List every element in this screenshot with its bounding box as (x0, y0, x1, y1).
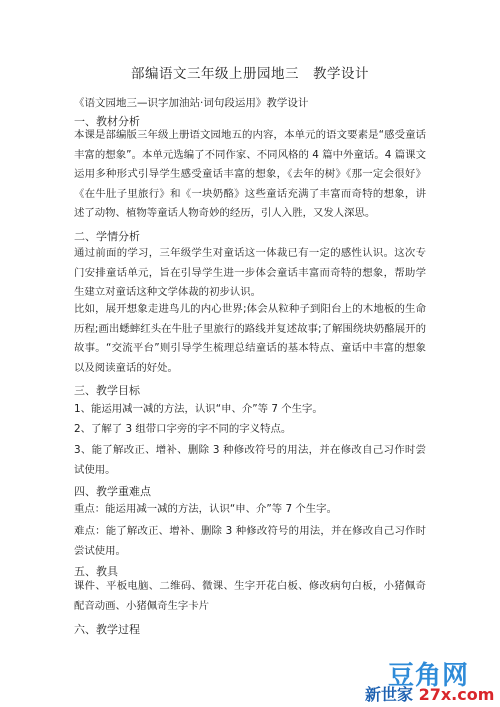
goal-item-3: 3、能了解改正、增补、删除 3 种修改符号的用法，并在修改自己习作时尝试使用。 (74, 444, 426, 476)
goal-item-2: 2、了解了 3 组带口字旁的字不同的字义特点。 (74, 423, 292, 435)
watermark-domain: 27x.com (418, 685, 495, 704)
watermark-site (365, 682, 494, 705)
paragraph-aids: 课件、平板电脑、二维码、微课、生字开花白板、修改病句白板，小猪佩奇配音动画、小猪佩奇生字卡片 (74, 580, 426, 612)
paragraph-students-2: 比如，展开想象走进鸟儿的内心世界;体会从粒种子到阳台上的木地板的生命历程;画出蟋蟀红头在牛肚子里旅行的路线并复述故事;了解围绕块奶酪展开的故事。“交流平台”则引导学生梳理总结童话的基本特点、童话中丰富的想象以及阅读童话的好处。 (74, 303, 426, 374)
section-heading-materials: 一、教材分析 (74, 115, 140, 128)
section-heading-students: 二、学情分析 (74, 230, 140, 243)
goal-item-1: 1、能运用减一减的方法，认识“申、介”等 7 个生字。 (74, 403, 323, 415)
section-heading-keypoints: 四、教学重难点 (74, 485, 151, 498)
keypoint-difficulty: 难点：能了解改正、增补、删除 3 种修改符号的用法，并在修改自己习作时尝试使用。 (74, 525, 426, 557)
section-heading-goals: 三、教学目标 (74, 384, 140, 397)
section-heading-process: 六、教学过程 (74, 623, 140, 636)
paragraph-students-1: 通过前面的学习，三年级学生对童话这一体裁已有一定的感性认识。这次专门安排童话单元，旨在引导学生进一步体会童话丰富而奇特的想象，帮助学生建立对童话这种文学体裁的初步认识。 (74, 247, 426, 298)
keypoint-focus: 重点：能运用减一减的方法，认识“申、介”等 7 个生字。 (74, 503, 337, 515)
section-heading-aids: 五、教具 (74, 565, 118, 578)
watermark-site-name: 新世家 (365, 685, 414, 704)
watermark-logo: 豆角网 (388, 661, 470, 691)
paragraph-materials: 本课是部编版三年级上册语文园地五的内容，本单元的语文要素是“感受童话丰富的想象”。本单元选编了不同作家、不同风格的 4 篇中外童话。4 篇课文运用多种形式引导学生感受童话丰富的想象，《去年的树》《那一定会很好》《在牛肚子里旅行》和《一块奶酪》这些童话充满了丰富而奇特的想象，讲述了动物、植物等童话人物奇妙的经历，引人入胜，又发人深思。 (74, 129, 426, 219)
page-title: 部编语文三年级上册园地三 教学设计 (131, 66, 369, 82)
subtitle: 《语文园地三—识字加油站·词句段运用》教学设计 (74, 97, 309, 109)
